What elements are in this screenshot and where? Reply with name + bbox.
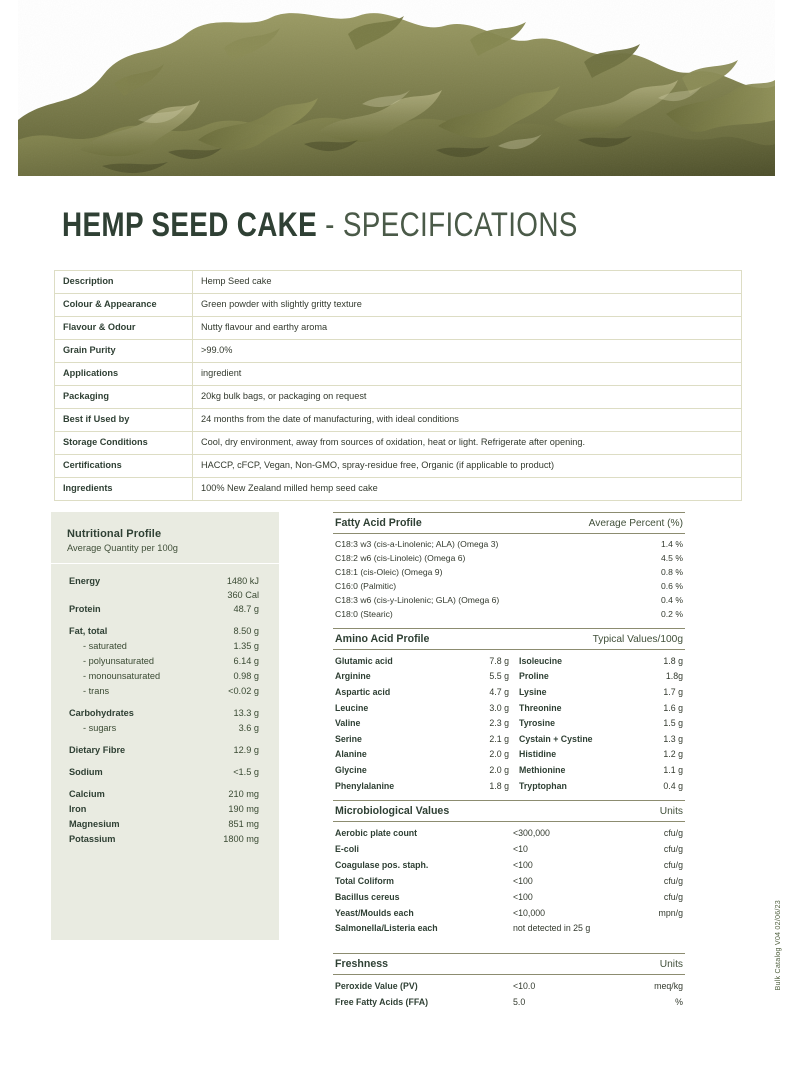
fatty-acid-name: C16:0 (Palmitic) [335, 580, 397, 591]
spec-row-value: >99.0% [193, 340, 742, 363]
amino-acid-row [335, 701, 509, 717]
nutrition-label: Sodium [69, 767, 103, 777]
amino-acid-row [519, 669, 683, 685]
amino-acid-value: 2.1 g [489, 733, 509, 744]
amino-acid-name: Methionine [519, 765, 566, 776]
spec-row [55, 455, 742, 478]
amino-acid-name: Arginine [335, 671, 371, 682]
nutrition-row [67, 745, 263, 755]
amino-acid-value: 1.2 g [663, 749, 683, 760]
microbiological-row-name: Bacillus cereus [335, 891, 400, 902]
amino-acid-value: 4.7 g [489, 686, 509, 697]
nutrition-value: 1.35 g [233, 641, 259, 651]
fatty-acid-rows [333, 534, 685, 628]
amino-acid-row [519, 747, 683, 763]
amino-acid-value: 1.8g [665, 671, 683, 682]
freshness-title: Freshness [335, 958, 388, 971]
nutrition-row [67, 834, 263, 844]
spec-row-key: Best if Used by [55, 409, 193, 432]
microbiological-row-value: <300,000 [513, 828, 550, 839]
microbiological-row [335, 906, 683, 922]
amino-acid-row [519, 654, 683, 670]
microbiological-row-name: Salmonella/Listeria each [335, 923, 438, 934]
amino-acid-section [333, 628, 685, 801]
spec-row [55, 294, 742, 317]
spec-row-key: Description [55, 271, 193, 294]
amino-acid-header [333, 628, 685, 650]
section-gap [333, 943, 685, 953]
amino-acid-value: 2.3 g [489, 718, 509, 729]
spec-row [55, 340, 742, 363]
microbiological-row-units: cfu/g [663, 891, 683, 902]
amino-acid-value: 0.4 g [663, 780, 683, 791]
spec-row-key: Certifications [55, 455, 193, 478]
amino-acid-row [335, 747, 509, 763]
nutrition-value: 3.6 g [238, 723, 259, 733]
fatty-acid-header [333, 512, 685, 534]
nutrition-value: 360 Cal [227, 590, 259, 600]
amino-acid-unit: Typical Values/100g [592, 633, 683, 645]
nutrition-row [67, 590, 263, 600]
spec-row-key: Colour & Appearance [55, 294, 193, 317]
freshness-section [333, 953, 685, 1017]
amino-acid-value: 2.0 g [489, 765, 509, 776]
nutrition-value: <1.5 g [233, 767, 259, 777]
nutrition-row [67, 626, 263, 636]
nutrition-row [67, 804, 263, 814]
nutrition-row [67, 686, 263, 696]
fatty-acid-value: 0.2 % [661, 608, 683, 619]
fatty-acid-value: 0.8 % [661, 566, 683, 577]
microbiological-unit: Units [659, 806, 683, 818]
fatty-acid-unit: Average Percent (%) [588, 518, 683, 529]
nutrition-row [67, 723, 263, 733]
freshness-unit: Units [659, 959, 683, 971]
nutrition-label: - polyunsaturated [83, 656, 154, 666]
amino-acid-name: Glycine [335, 765, 367, 776]
nutritional-profile-title: Nutritional Profile [67, 528, 162, 540]
nutrition-value: 13.3 g [233, 708, 259, 718]
nutritional-rows [67, 576, 263, 844]
spec-row-value: 24 months from the date of manufacturing, with ideal conditions [193, 409, 742, 432]
hemp-seed-cake-photo [18, 0, 775, 176]
microbiological-row [335, 858, 683, 874]
microbiological-row [335, 874, 683, 890]
nutrition-label: - saturated [83, 641, 127, 651]
amino-acid-column-left [335, 654, 509, 795]
nutrition-label: - trans [83, 686, 110, 696]
nutrition-row [67, 656, 263, 666]
amino-acid-name: Proline [519, 671, 549, 682]
page-title-product: HEMP SEED CAKE [62, 206, 318, 244]
nutrition-value: 190 mg [228, 804, 259, 814]
fatty-acid-section [333, 512, 685, 628]
amino-acid-name: Isoleucine [519, 655, 563, 666]
spec-row [55, 478, 742, 501]
amino-acid-rows [333, 650, 685, 801]
nutrition-row [67, 576, 263, 586]
microbiological-row-name: E-coli [335, 844, 359, 855]
microbiological-row-units: cfu/g [663, 875, 683, 886]
amino-acid-value: 1.7 g [663, 686, 683, 697]
microbiological-row-units: mpn/g [658, 907, 683, 918]
amino-acid-name: Threonine [519, 702, 562, 713]
nutrition-label: Calcium [69, 789, 105, 799]
spec-row-value: ingredient [193, 363, 742, 386]
spec-row-key: Flavour & Odour [55, 317, 193, 340]
fatty-acid-row [335, 552, 683, 566]
microbiological-title: Microbiological Values [335, 805, 450, 818]
amino-acid-name: Leucine [335, 702, 369, 713]
microbiological-row-value: <10 [513, 844, 528, 855]
microbiological-row-name: Total Coliform [335, 875, 394, 886]
amino-acid-row [519, 716, 683, 732]
amino-acid-row [335, 779, 509, 795]
amino-acid-name: Tryptophan [519, 780, 567, 791]
fatty-acid-row [335, 566, 683, 580]
microbiological-row-value: <100 [513, 891, 533, 902]
nutrition-value: 48.7 g [233, 604, 259, 614]
amino-acid-name: Lysine [519, 686, 547, 697]
nutrition-label: Potassium [69, 834, 116, 844]
amino-acid-row [335, 716, 509, 732]
microbiological-section [333, 800, 685, 943]
hero-image [18, 0, 775, 176]
amino-acid-name: Valine [335, 718, 361, 729]
amino-acid-name: Serine [335, 733, 362, 744]
spec-row-key: Applications [55, 363, 193, 386]
fatty-acid-name: C18:2 w6 (cis-Linoleic) (Omega 6) [335, 552, 466, 563]
amino-acid-value: 1.1 g [663, 765, 683, 776]
amino-acid-row [335, 685, 509, 701]
amino-acid-title: Amino Acid Profile [335, 632, 430, 645]
specification-table-body [55, 271, 742, 501]
microbiological-row-value: <100 [513, 875, 533, 886]
amino-acid-row [335, 732, 509, 748]
spec-row-value: Cool, dry environment, away from sources of oxidation, heat or light. Refrigerate after opening. [193, 432, 742, 455]
amino-acid-row [335, 763, 509, 779]
amino-acid-value: 3.0 g [489, 702, 509, 713]
freshness-row [335, 995, 683, 1011]
spec-row [55, 386, 742, 409]
spec-row [55, 363, 742, 386]
freshness-header [333, 953, 685, 975]
nutrition-label: Iron [69, 804, 87, 814]
amino-acid-name: Histidine [519, 749, 557, 760]
spec-row-value: Green powder with slightly gritty texture [193, 294, 742, 317]
nutrition-value: 0.98 g [233, 671, 259, 681]
amino-acid-row [519, 763, 683, 779]
specification-table [54, 270, 742, 501]
nutrition-value: 8.50 g [233, 626, 259, 636]
microbiological-rows [333, 822, 685, 943]
microbiological-row-name: Yeast/Moulds each [335, 907, 414, 918]
fatty-acid-row [335, 538, 683, 552]
spec-row [55, 271, 742, 294]
amino-acid-name: Aspartic acid [335, 686, 391, 697]
amino-acid-name: Cystain + Cystine [519, 733, 593, 744]
amino-acid-value: 1.6 g [663, 702, 683, 713]
freshness-row-units: meq/kg [654, 981, 683, 992]
nutrition-row [67, 767, 263, 777]
amino-acid-name: Glutamic acid [335, 655, 393, 666]
nutrition-row [67, 671, 263, 681]
nutrition-row [67, 641, 263, 651]
fatty-acid-value: 0.4 % [661, 594, 683, 605]
nutrition-value: 6.14 g [233, 656, 259, 666]
nutrition-value: 1800 mg [223, 834, 259, 844]
amino-acid-name: Tyrosine [519, 718, 556, 729]
catalog-version-caption: Bulk Catalog V04 02/06/23 [773, 900, 782, 991]
microbiological-row [335, 842, 683, 858]
right-column [333, 512, 685, 1017]
spec-row-value: Hemp Seed cake [193, 271, 742, 294]
microbiological-row [335, 826, 683, 842]
freshness-row-value: <10.0 [513, 981, 536, 992]
amino-acid-name: Alanine [335, 749, 367, 760]
spec-row-key: Packaging [55, 386, 193, 409]
fatty-acid-row [335, 608, 683, 622]
amino-acid-row [519, 732, 683, 748]
nutrition-label: Protein [69, 604, 101, 614]
page-title [62, 208, 578, 242]
amino-acid-value: 7.8 g [489, 655, 509, 666]
page-title-suffix: - SPECIFICATIONS [317, 206, 578, 244]
fatty-acid-value: 4.5 % [661, 552, 683, 563]
fatty-acid-title: Fatty Acid Profile [335, 517, 422, 529]
amino-acid-value: 2.0 g [489, 749, 509, 760]
fatty-acid-value: 0.6 % [661, 580, 683, 591]
microbiological-row-units: cfu/g [663, 828, 683, 839]
microbiological-header [333, 800, 685, 822]
microbiological-row-name: Aerobic plate count [335, 828, 418, 839]
nutrition-value: 1480 kJ [226, 576, 259, 586]
microbiological-row-value: not detected in 25 g [513, 923, 591, 934]
microbiological-row-value: <10,000 [513, 907, 546, 918]
nutrition-label: Magnesium [69, 819, 120, 829]
amino-acid-value: 5.5 g [489, 671, 509, 682]
microbiological-row-name: Coagulase pos. staph. [335, 860, 429, 871]
amino-acid-value: 1.5 g [663, 718, 683, 729]
panel-divider [51, 563, 279, 564]
amino-acid-name: Phenylalanine [335, 780, 395, 791]
amino-acid-value: 1.8 g [663, 655, 683, 666]
fatty-acid-name: C18:0 (Stearic) [335, 608, 393, 619]
amino-acid-row [335, 669, 509, 685]
amino-acid-value: 1.3 g [663, 733, 683, 744]
nutrition-label: Dietary Fibre [69, 745, 126, 755]
nutrition-row [67, 789, 263, 799]
fatty-acid-name: C18:3 w3 (cis-a-Linolenic; ALA) (Omega 3) [335, 539, 499, 549]
amino-acid-row [519, 779, 683, 795]
freshness-row-units: % [675, 997, 683, 1008]
microbiological-row-units: cfu/g [663, 844, 683, 855]
nutrition-value: 851 mg [228, 819, 259, 829]
fatty-acid-name: C18:1 (cis-Oleic) (Omega 9) [335, 566, 443, 577]
microbiological-row-units: cfu/g [663, 860, 683, 871]
nutrition-value: <0.02 g [228, 686, 259, 696]
freshness-row-value: 5.0 [513, 997, 526, 1008]
spec-row-value: 100% New Zealand milled hemp seed cake [193, 478, 742, 501]
amino-acid-value: 1.8 g [489, 780, 509, 791]
amino-acid-row [335, 654, 509, 670]
nutrition-label: Carbohydrates [69, 708, 134, 718]
fatty-acid-row [335, 594, 683, 608]
spec-row [55, 409, 742, 432]
nutrition-label: - monounsaturated [83, 671, 161, 681]
fatty-acid-row [335, 580, 683, 594]
spec-row-key: Ingredients [55, 478, 193, 501]
freshness-row [335, 979, 683, 995]
nutritional-profile-subtitle: Average Quantity per 100g [67, 543, 178, 553]
freshness-row-name: Free Fatty Acids (FFA) [335, 997, 429, 1008]
spec-row-key: Storage Conditions [55, 432, 193, 455]
nutritional-profile-panel [51, 512, 279, 940]
spec-row-value: 20kg bulk bags, or packaging on request [193, 386, 742, 409]
nutrition-label: Fat, total [69, 626, 108, 636]
freshness-rows [333, 975, 685, 1017]
microbiological-row [335, 890, 683, 906]
spec-row [55, 317, 742, 340]
microbiological-row-value: <100 [513, 860, 533, 871]
spec-row [55, 432, 742, 455]
amino-acid-row [519, 701, 683, 717]
fatty-acid-value: 1.4 % [661, 539, 683, 549]
amino-acid-row [519, 685, 683, 701]
nutrition-value: 12.9 g [233, 745, 259, 755]
nutrition-label: - sugars [83, 723, 117, 733]
nutrition-value: 210 mg [228, 789, 259, 799]
amino-acid-column-right [509, 654, 683, 795]
freshness-row-name: Peroxide Value (PV) [335, 981, 418, 992]
nutrition-row [67, 708, 263, 718]
spec-row-value: HACCP, cFCP, Vegan, Non-GMO, spray-residue free, Organic (if applicable to product) [193, 455, 742, 478]
spec-row-value: Nutty flavour and earthy aroma [193, 317, 742, 340]
nutrition-row [67, 604, 263, 614]
nutrition-label: Energy [69, 576, 101, 586]
nutrition-row [67, 819, 263, 829]
microbiological-row [335, 921, 683, 937]
spec-row-key: Grain Purity [55, 340, 193, 363]
fatty-acid-name: C18:3 w6 (cis-y-Linolenic; GLA) (Omega 6) [335, 594, 500, 605]
